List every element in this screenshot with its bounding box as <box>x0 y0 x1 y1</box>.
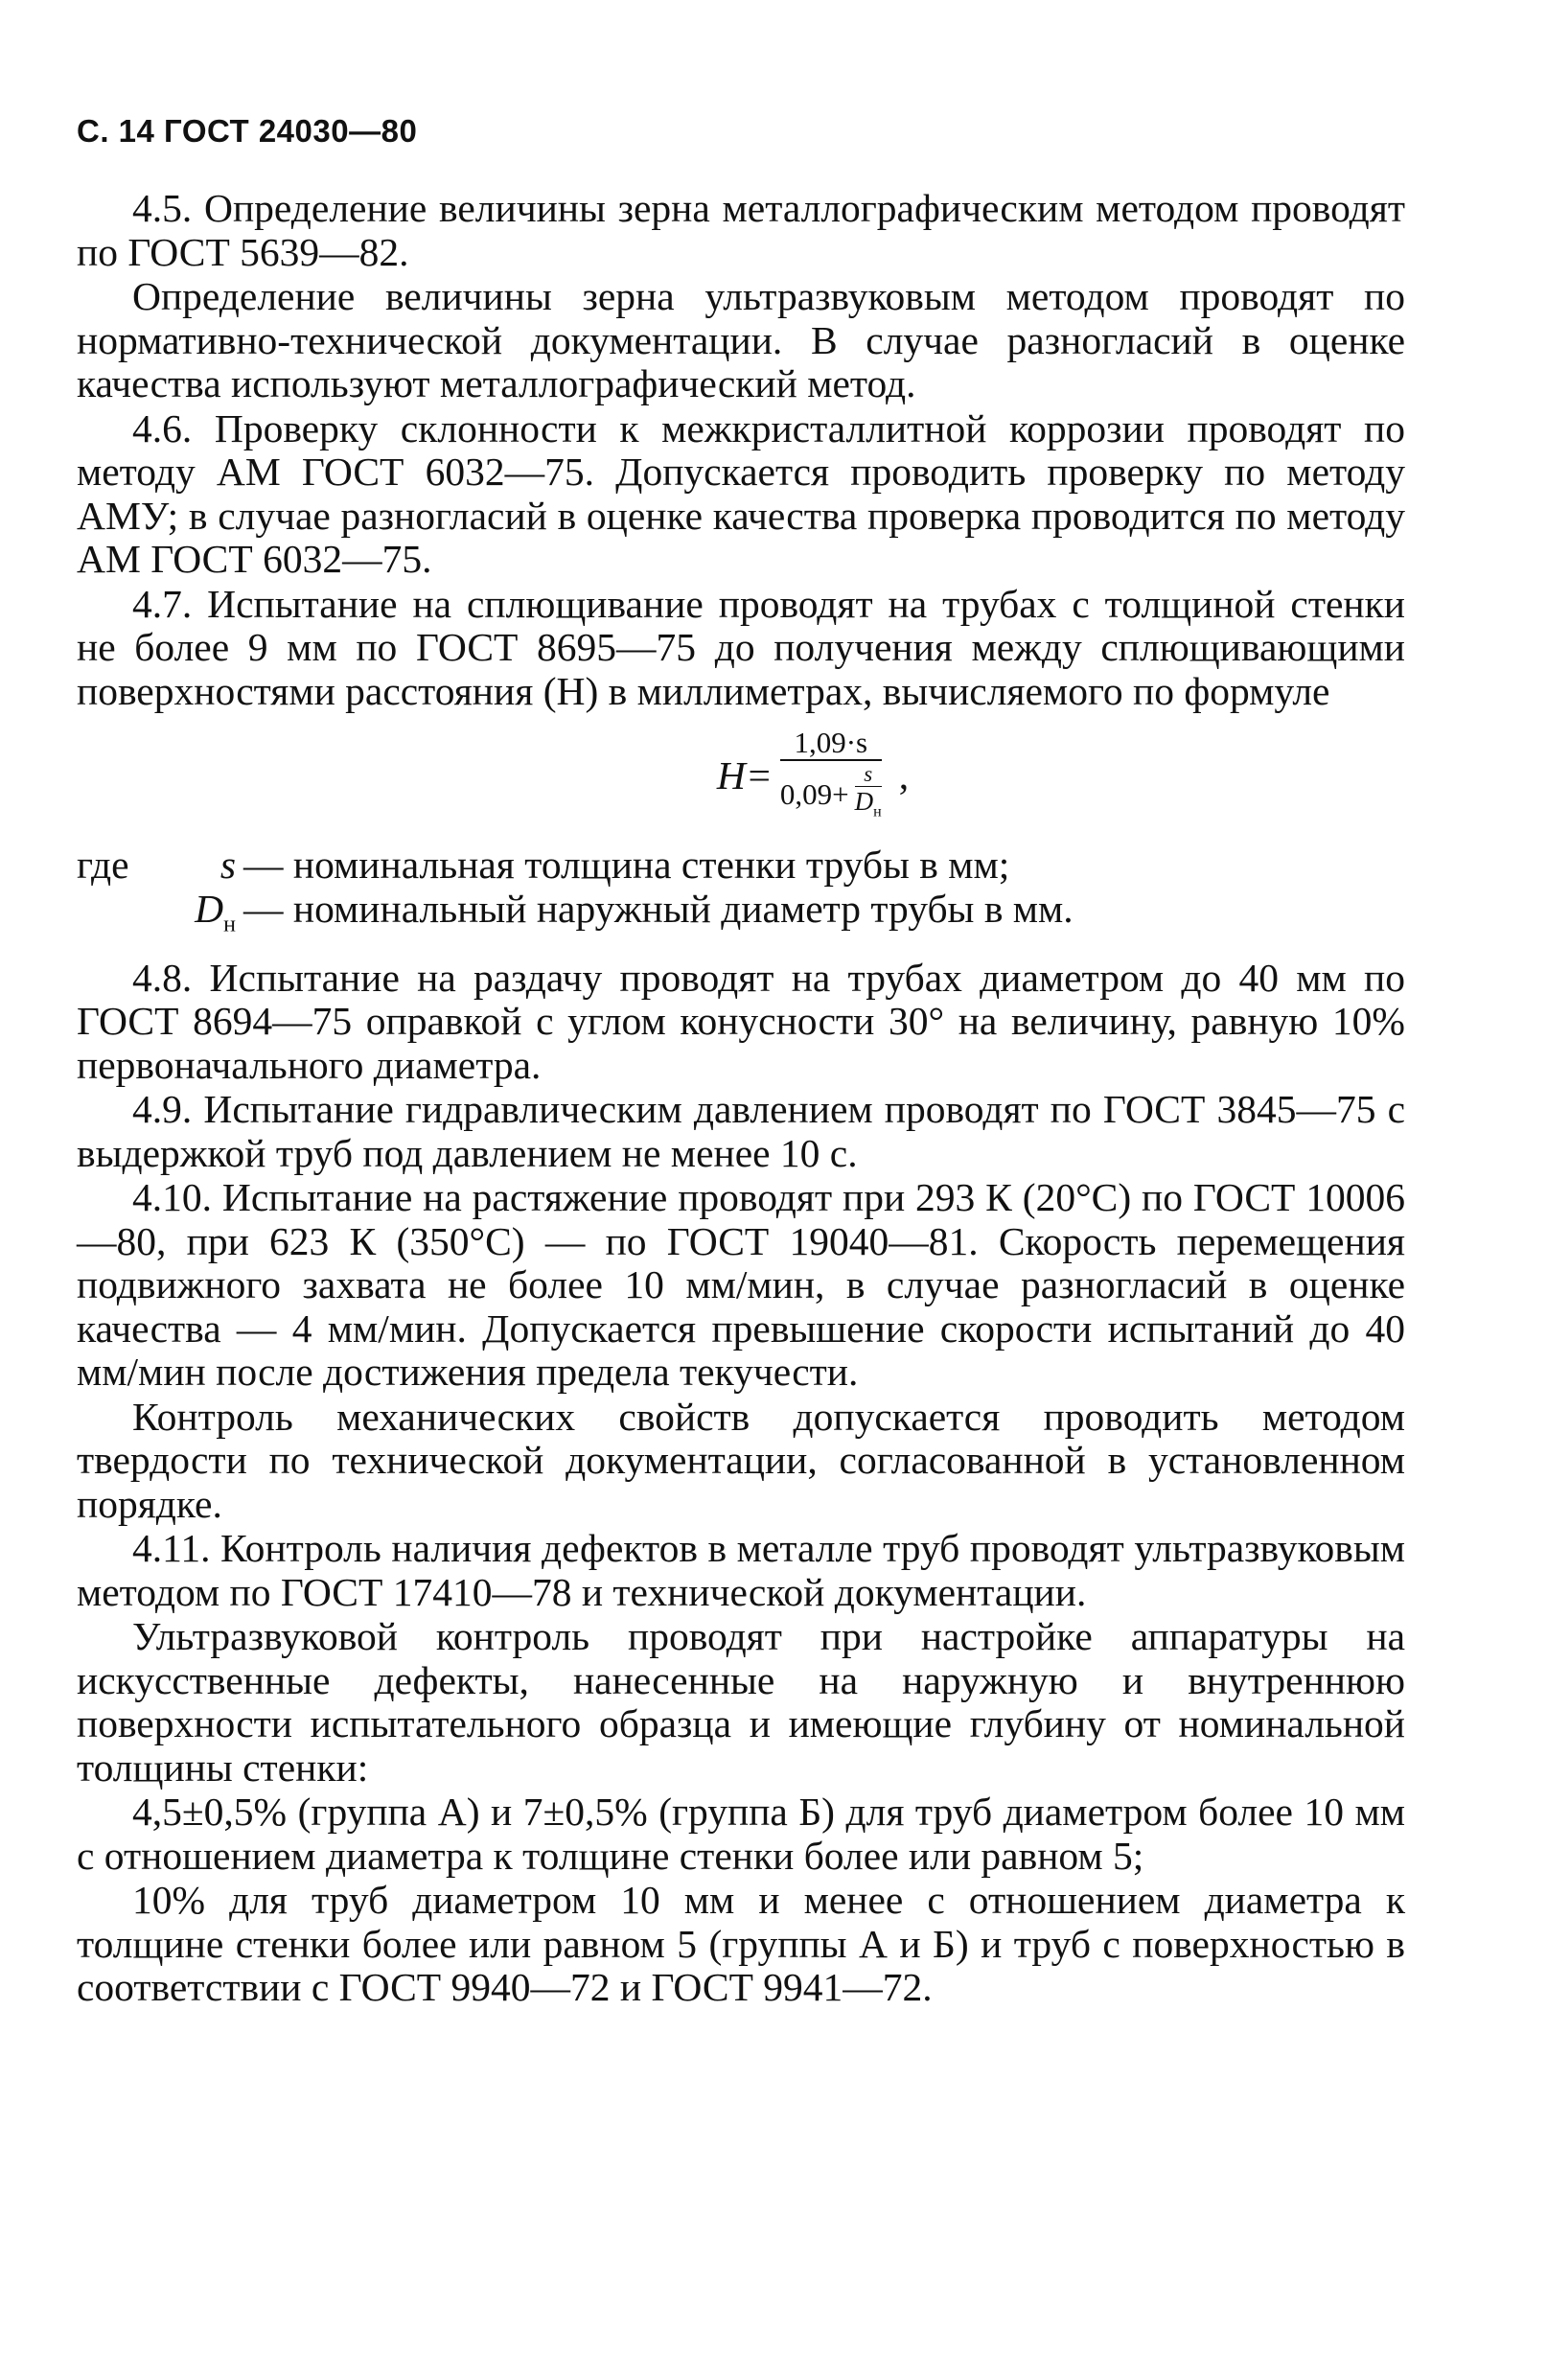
paragraph-4-9: 4.9. Испытание гидравлическим давлением проводят по ГОСТ 3845—75 с выдержкой труб под давлением не менее 10 с. <box>77 1087 1405 1175</box>
formula-numerator: 1,09·s <box>794 726 868 759</box>
legend-symbol <box>182 888 236 947</box>
formula-sub-numerator: s <box>864 762 873 786</box>
page-header: С. 14 ГОСТ 24030—80 <box>77 113 418 149</box>
legend-symbol-char: s <box>219 843 236 888</box>
paragraph-defect-depth-1: 4,5±0,5% (группа А) и 7±0,5% (группа Б) для труб диаметром более 10 мм с отношением диаметра к толщине стенки более или равном 5; <box>77 1790 1405 1878</box>
legend-symbol-char: D <box>195 886 224 931</box>
paragraph-ultrasonic-control: Ультразвуковой контроль проводят при настройке аппаратуры на искусственные дефекты, нанесенные на наружную и внутреннюю поверхности испытательного образца и имеющие глубину от номинальной толщины стенки: <box>77 1614 1405 1790</box>
legend-description: — номинальная толщина стенки трубы в мм; <box>243 843 1010 888</box>
paragraph-4-5: 4.5. Определение величины зерна металлографическим методом проводят по ГОСТ 5639—82. <box>77 186 1405 274</box>
formula-sub-fraction <box>855 763 882 826</box>
legend-symbol-subscript: н <box>223 912 236 937</box>
formula-block <box>77 727 1405 826</box>
formula-trailing-comma: , <box>898 753 910 798</box>
paragraph-4-10: 4.10. Испытание на растяжение проводят при 293 К (20°С) по ГОСТ 10006—80, при 623 К (350°С) — по ГОСТ 19040—81. Скорость перемещения подвижного захвата не более 10 мм/мин, в случае разногласий в оценке качества — 4 мм/мин. Допускается превышение скорости испытаний до 40 мм/мин после достижения предела текучести. <box>77 1175 1405 1395</box>
legend-description: — номинальный наружный диаметр трубы в мм. <box>243 886 1074 931</box>
legend-lead: где <box>77 843 129 888</box>
flattening-formula <box>717 727 909 826</box>
formula-lhs: H= <box>716 753 773 798</box>
formula-sub-den-subscript: н <box>873 803 882 820</box>
legend-row-s <box>77 843 1405 888</box>
formula-fraction <box>780 727 882 826</box>
paragraph-defect-depth-2: 10% для труб диаметром 10 мм и менее с отношением диаметра к толщине стенки более или равном 5 (группы А и Б) и труб с поверхностью в соответствии с ГОСТ 9940—72 и ГОСТ 9941—72. <box>77 1878 1405 2010</box>
document-body <box>77 187 1405 2010</box>
paragraph-grain-ultrasonic: Определение величины зерна ультразвуковым методом проводят по нормативно-технической документации. В случае разногласий в оценке качества используют металлографический метод. <box>77 274 1405 405</box>
legend-symbol <box>182 843 236 888</box>
paragraph-4-7: 4.7. Испытание на сплющивание проводят на трубах с толщиной стенки не более 9 мм по ГОСТ 8695—75 до получения между сплющивающими поверхностями расстояния (H) в миллиметрах, вычисляемого по формуле <box>77 581 1405 713</box>
formula-sub-den-symbol: D <box>854 787 874 816</box>
formula-den-const: 0,09+ <box>779 777 849 812</box>
paragraph-hardness-control: Контроль механических свойств допускается проводить методом твердости по технической документации, согласованной в установленном порядке. <box>77 1394 1405 1526</box>
legend-row-d <box>77 888 1405 947</box>
paragraph-4-6: 4.6. Проверку склонности к межкристаллитной коррозии проводят по методу АМ ГОСТ 6032—75. Допускается проводить проверку по методу АМУ; в случае разногласий в оценке качества проверка проводится по методу АМ ГОСТ 6032—75. <box>77 405 1405 581</box>
paragraph-4-8: 4.8. Испытание на раздачу проводят на трубах диаметром до 40 мм по ГОСТ 8694—75 оправкой с углом конусности 30° на величину, равную 10% первоначального диаметра. <box>77 955 1405 1087</box>
formula-denominator <box>780 761 882 826</box>
paragraph-4-11: 4.11. Контроль наличия дефектов в металле труб проводят ультразвуковым методом по ГОСТ 17410—78 и технической документации. <box>77 1526 1405 1614</box>
formula-sub-denominator <box>855 787 882 826</box>
formula-legend <box>77 843 1405 946</box>
